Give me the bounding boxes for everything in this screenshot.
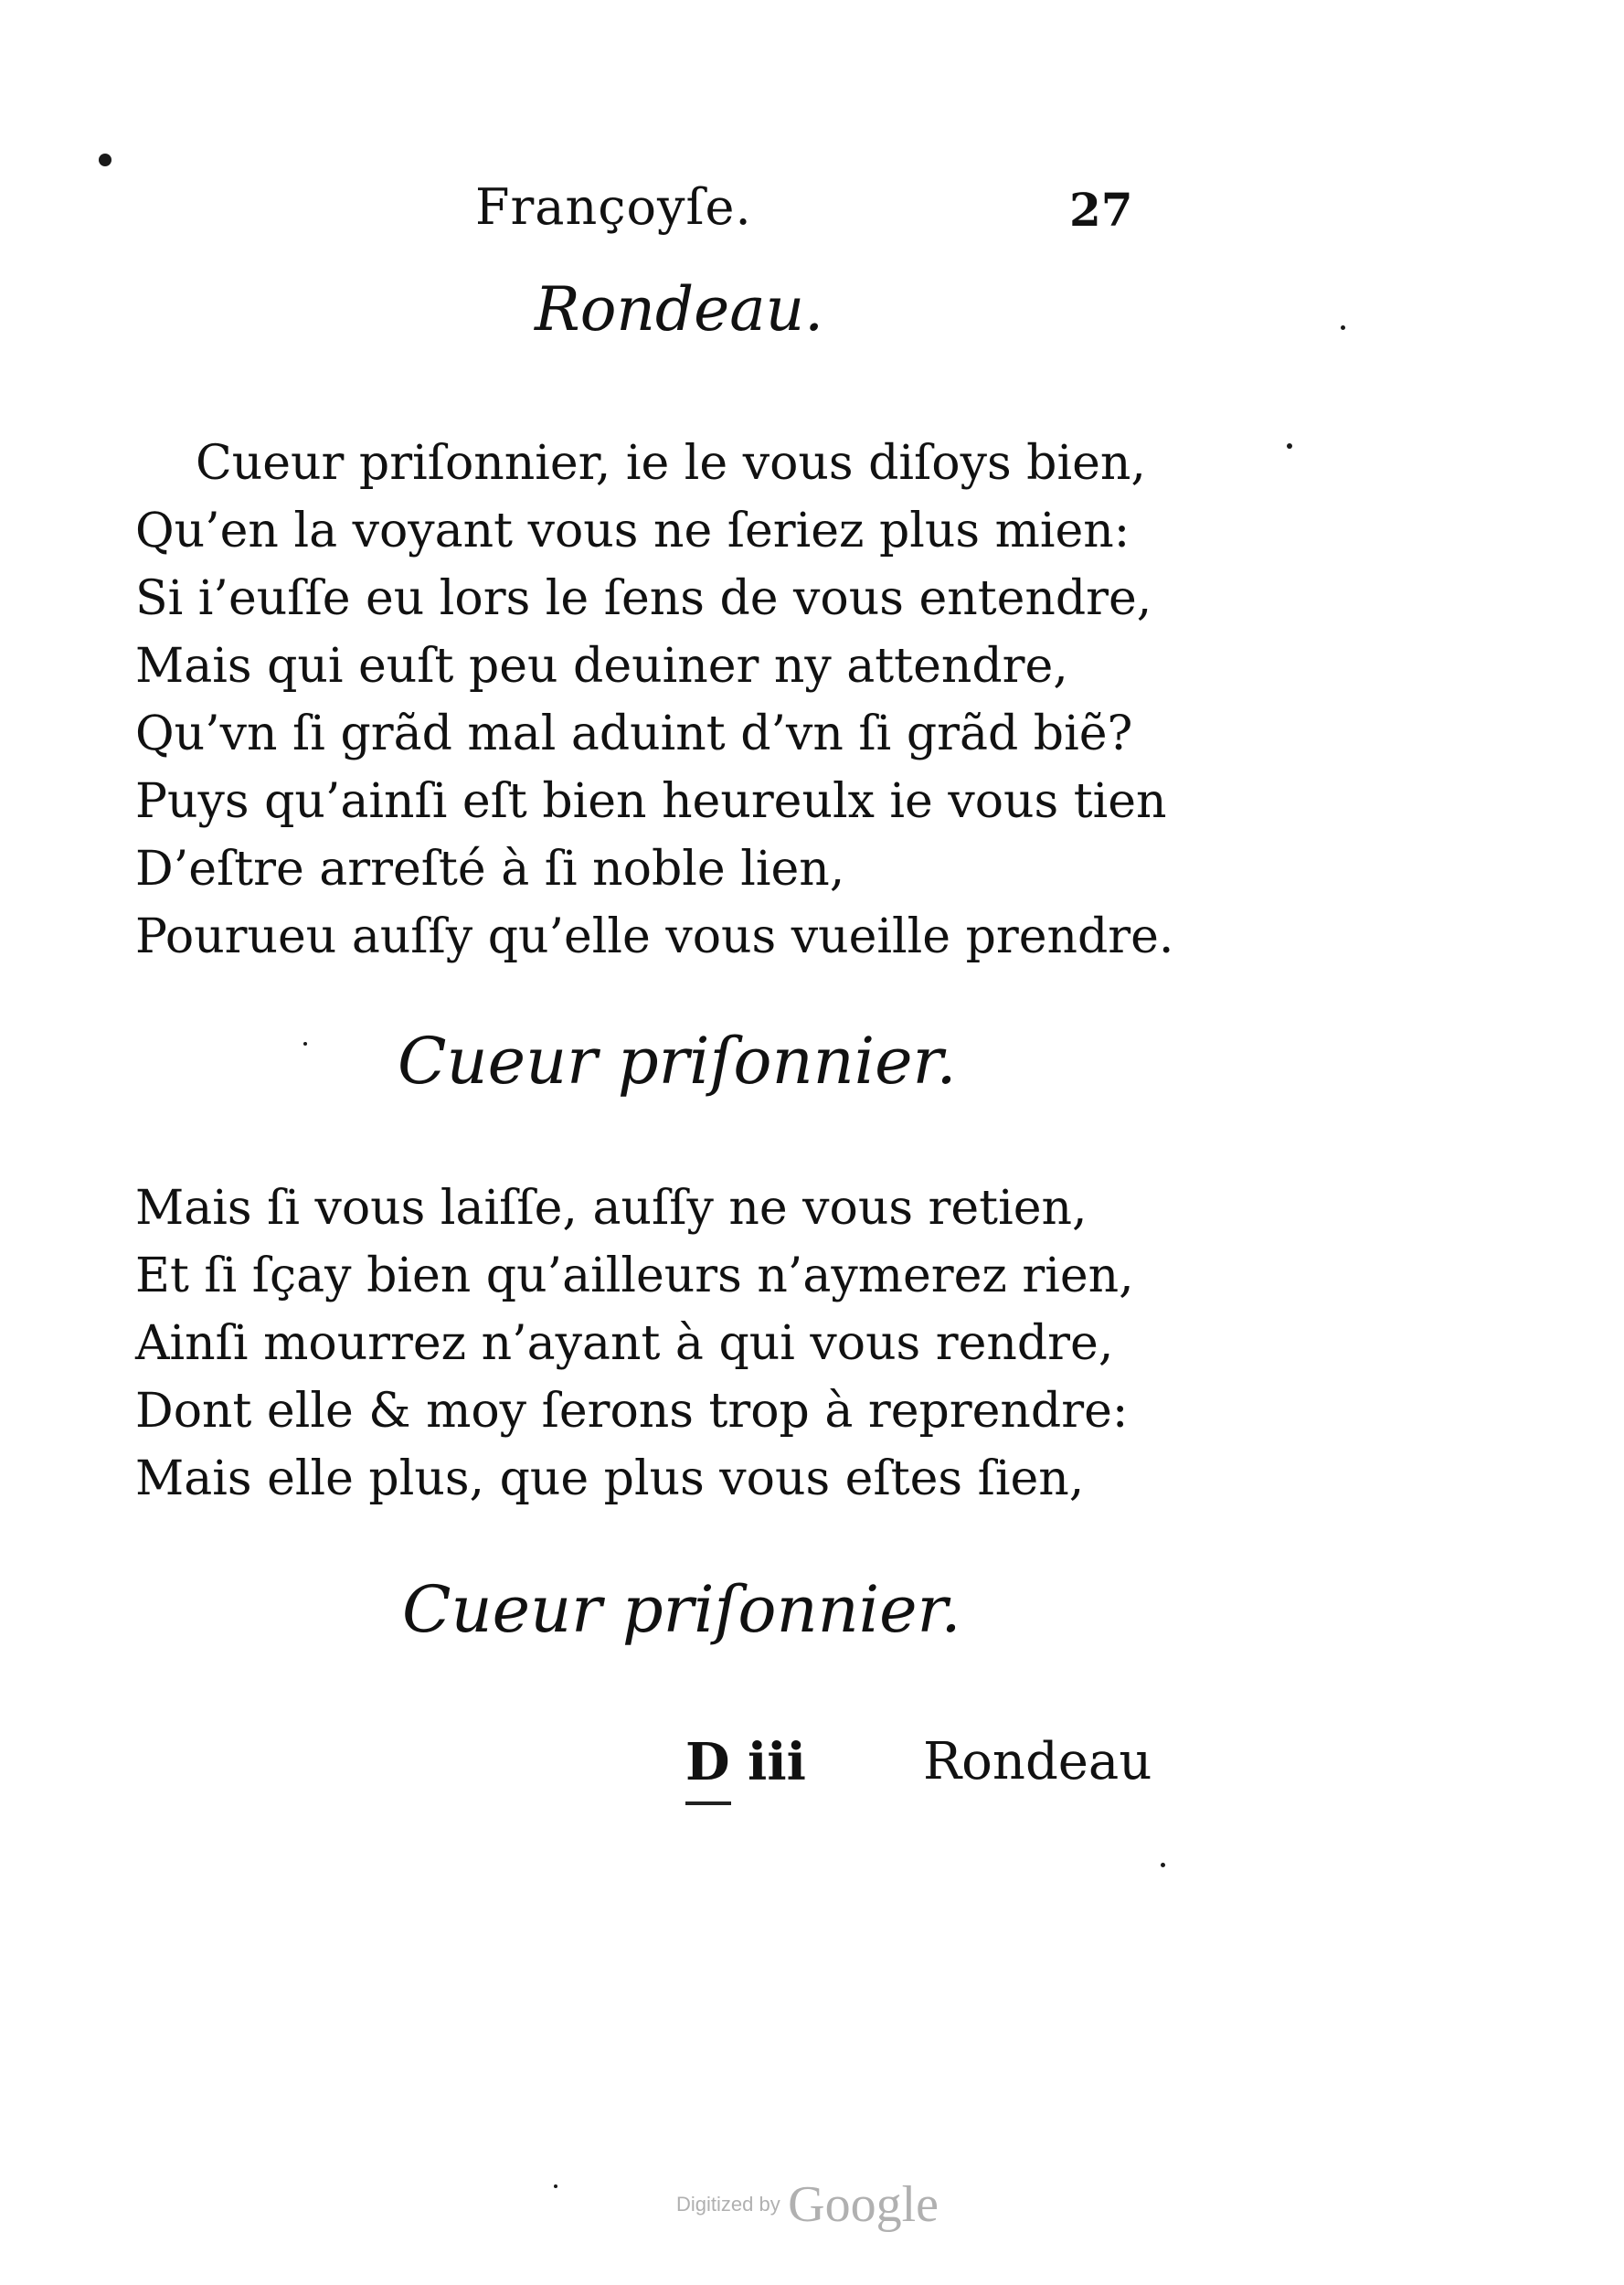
- verse-line: Mais ſi vous laiſſe, auſſy ne vous retien,: [135, 1181, 1088, 1236]
- refrain: Cueur priſonnier.: [398, 1024, 957, 1099]
- digitization-watermark: [676, 2175, 939, 2234]
- print-speck: [554, 2184, 557, 2188]
- watermark-prefix: Digitized by: [676, 2193, 780, 2216]
- verse-line: Et ſi ſçay bien qu’ailleurs n’aymerez rien,: [135, 1249, 1134, 1303]
- verse-line: Dont elle & moy ſerons trop à reprendre:: [135, 1384, 1129, 1439]
- verse-line: Ainſi mourrez n’ayant à qui vous rendre,: [135, 1316, 1114, 1371]
- stanza-1: [135, 430, 1195, 971]
- verse-line: Qu’en la voyant vous ne ſeriez plus mien:: [135, 504, 1130, 558]
- print-speck: [1161, 1863, 1165, 1867]
- page-number: 27: [1069, 183, 1133, 237]
- print-speck: [1341, 325, 1345, 330]
- verse-line: D’eſtre arreſté à ſi noble lien,: [135, 842, 845, 897]
- poem-title: Rondeau.: [535, 274, 824, 345]
- verse-line: Cueur priſonnier, ie le vous diſoys bien,: [196, 436, 1146, 491]
- watermark-brand: Google: [788, 2176, 939, 2233]
- print-speck: [1287, 443, 1292, 449]
- verse-line: Mais elle plus, que plus vous eſtes ſien,: [135, 1451, 1085, 1506]
- verse-line: Qu’vn ſi grãd mal aduint d’vn ſi grãd biẽ?: [135, 707, 1133, 761]
- verse-line: Mais qui euſt peu deuiner ny attendre,: [135, 639, 1068, 694]
- catchword: Rondeau: [923, 1732, 1152, 1791]
- signature-mark: D iii: [685, 1732, 806, 1792]
- running-head: Françoyſe.: [475, 178, 752, 236]
- verse-line: Si i’euſſe eu lors le ſens de vous entendre,: [135, 571, 1152, 626]
- verse-line: Puys qu’ainſi eſt bien heureulx ie vous tien: [135, 774, 1167, 829]
- stanza-2: [135, 1174, 1195, 1513]
- refrain: Cueur priſonnier.: [402, 1572, 961, 1647]
- print-speck: [99, 154, 111, 166]
- verse-line: Pourueu auſſy qu’elle vous vueille prendre.: [135, 909, 1174, 964]
- print-speck: [303, 1042, 307, 1046]
